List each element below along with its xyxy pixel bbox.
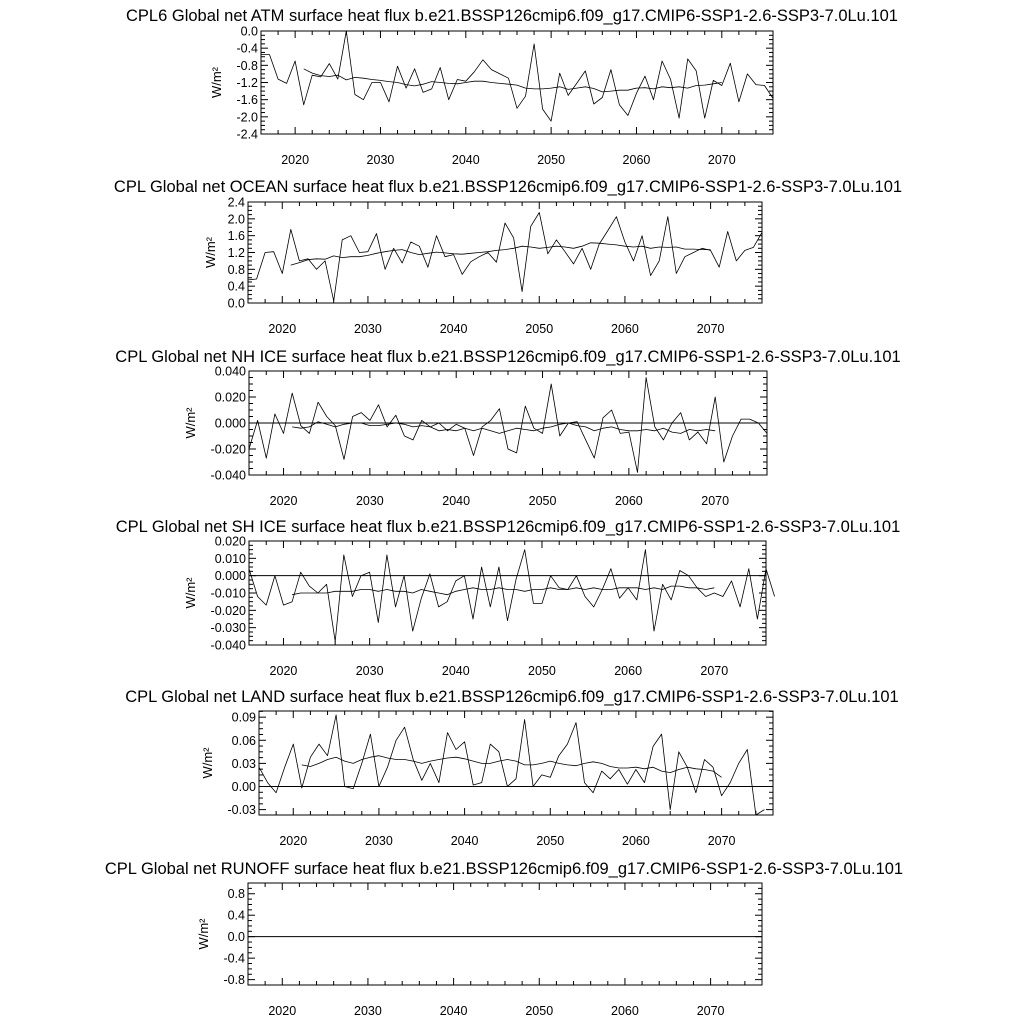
y-tick-label: 2.0 <box>227 212 245 227</box>
annual-series-line <box>261 31 773 121</box>
x-tick-label: 2050 <box>525 322 554 336</box>
y-axis-label: W/m² <box>203 236 218 269</box>
y-tick-label: -2.4 <box>236 127 258 142</box>
x-tick-label: 2070 <box>701 494 730 508</box>
y-tick-label: 0.0 <box>227 296 245 311</box>
y-tick-label: -0.4 <box>236 41 258 56</box>
y-tick-label: -0.040 <box>210 468 246 483</box>
y-tick-label: 2.4 <box>227 195 245 210</box>
running-mean-line <box>302 756 722 778</box>
plot-frame <box>261 31 773 134</box>
x-tick-label: 2040 <box>439 322 468 336</box>
x-tick-label: 2030 <box>355 664 384 678</box>
y-tick-label: 0.040 <box>214 364 246 379</box>
x-tick-label: 2060 <box>622 834 650 848</box>
x-tick-label: 2030 <box>365 834 393 848</box>
panel-5 <box>125 688 899 848</box>
x-tick-label: 2030 <box>355 494 384 508</box>
y-tick-label: 0.000 <box>214 569 246 584</box>
y-tick-label: 0.09 <box>231 710 256 725</box>
plot-frame <box>248 883 762 985</box>
y-axis-label: W/m² <box>183 577 198 609</box>
y-tick-label: -0.040 <box>210 638 246 653</box>
y-tick-label: 1.2 <box>227 246 245 260</box>
x-tick-label: 2060 <box>614 494 643 508</box>
y-tick-label: 0.06 <box>231 733 256 748</box>
x-tick-label: 2020 <box>279 834 308 848</box>
y-tick-label: 1.6 <box>227 229 245 244</box>
x-tick-label: 2040 <box>441 664 470 678</box>
y-tick-label: 0.0 <box>240 24 258 39</box>
panel-1 <box>126 7 898 167</box>
y-tick-label: 0.4 <box>227 279 245 294</box>
running-mean-line <box>304 69 722 92</box>
x-tick-label: 2060 <box>622 153 651 167</box>
panel-title: CPL Global net SH ICE surface heat flux b.e21.BSSP126cmip6.f09_g17.CMIP6-SSP1-2.6-SSP3-7.0Lu.101 <box>115 518 901 536</box>
y-tick-label: 0.0 <box>227 930 245 945</box>
y-tick-label: -0.8 <box>236 58 258 73</box>
y-tick-label: 0.8 <box>227 262 245 277</box>
x-tick-label: 2060 <box>611 1004 639 1018</box>
annual-series-line <box>248 213 762 301</box>
x-tick-label: 2020 <box>268 322 297 336</box>
x-tick-label: 2040 <box>439 1004 468 1018</box>
annual-series-line <box>249 550 775 642</box>
y-tick-label: 0.03 <box>231 756 256 771</box>
y-axis-label: W/m² <box>209 66 224 99</box>
x-tick-label: 2020 <box>281 153 310 167</box>
x-tick-label: 2050 <box>537 153 566 167</box>
y-axis-label: W/m² <box>196 918 211 950</box>
y-tick-label: -0.020 <box>210 603 246 618</box>
x-tick-label: 2040 <box>450 834 479 848</box>
x-tick-label: 2060 <box>614 664 643 678</box>
x-tick-label: 2030 <box>366 153 395 167</box>
panel-title: CPL Global net RUNOFF surface heat flux b.e21.BSSP126cmip6.f09_g17.CMIP6-SSP1-2.6-SSP3-7.0Lu.101 <box>104 860 904 878</box>
y-tick-label: -1.6 <box>236 93 258 108</box>
y-tick-label: 0.8 <box>227 887 245 902</box>
plot-frame <box>248 202 762 303</box>
x-tick-label: 2040 <box>442 494 471 508</box>
y-axis-label: W/m² <box>183 407 198 439</box>
x-tick-label: 2030 <box>354 1004 382 1018</box>
panel-title: CPL6 Global net ATM surface heat flux b.e21.BSSP126cmip6.f09_g17.CMIP6-SSP1-2.6-SSP3-7.0Lu.101 <box>126 7 898 25</box>
x-tick-label: 2040 <box>451 153 480 167</box>
y-tick-label: -0.020 <box>210 442 246 457</box>
x-tick-label: 2020 <box>269 494 298 508</box>
y-tick-label: 0.010 <box>214 551 246 566</box>
panel-3 <box>115 348 900 508</box>
x-tick-label: 2050 <box>536 834 565 848</box>
y-tick-label: 0.020 <box>214 534 246 549</box>
annual-series-line <box>259 715 764 815</box>
x-tick-label: 2050 <box>528 664 556 678</box>
x-tick-label: 2070 <box>707 834 736 848</box>
y-tick-label: -0.4 <box>223 951 245 966</box>
panel-6 <box>105 860 903 1018</box>
x-tick-label: 2050 <box>528 494 557 508</box>
y-tick-label: 0.000 <box>214 416 246 431</box>
y-tick-label: 0.4 <box>227 908 245 923</box>
y-tick-label: 0.020 <box>214 390 246 405</box>
panel-title: CPL Global net LAND surface heat flux b.e21.BSSP126cmip6.f09_g17.CMIP6-SSP1-2.6-SSP3-7.0Lu.101 <box>125 688 899 706</box>
x-tick-label: 2020 <box>268 1004 297 1018</box>
x-tick-label: 2050 <box>525 1004 554 1018</box>
y-tick-label: -1.2 <box>236 76 258 90</box>
y-tick-label: -0.03 <box>227 803 256 818</box>
y-tick-label: -0.010 <box>210 586 246 601</box>
panel-title: CPL Global net OCEAN surface heat flux b.e21.BSSP126cmip6.f09_g17.CMIP6-SSP1-2.6-SSP3-7.0Lu.101 <box>113 178 903 196</box>
x-tick-label: 2060 <box>611 322 639 336</box>
x-tick-label: 2070 <box>696 322 725 336</box>
y-tick-label: 0.00 <box>231 779 256 794</box>
y-tick-label: -2.0 <box>236 110 258 125</box>
panel-2 <box>114 178 902 336</box>
x-tick-label: 2070 <box>696 1004 725 1018</box>
plot-frame <box>259 711 773 815</box>
y-axis-label: W/m² <box>200 747 215 779</box>
panel-title: CPL Global net NH ICE surface heat flux b.e21.BSSP126cmip6.f09_g17.CMIP6-SSP1-2.6-SSP3-7.0Lu.101 <box>115 348 901 366</box>
y-tick-label: -0.8 <box>223 973 245 988</box>
panel-4 <box>116 518 901 678</box>
x-tick-label: 2020 <box>269 664 298 678</box>
x-tick-label: 2070 <box>700 664 729 678</box>
annual-series-line <box>249 378 767 473</box>
x-tick-label: 2070 <box>707 153 736 167</box>
y-tick-label: -0.030 <box>210 621 246 636</box>
x-tick-label: 2030 <box>354 322 382 336</box>
